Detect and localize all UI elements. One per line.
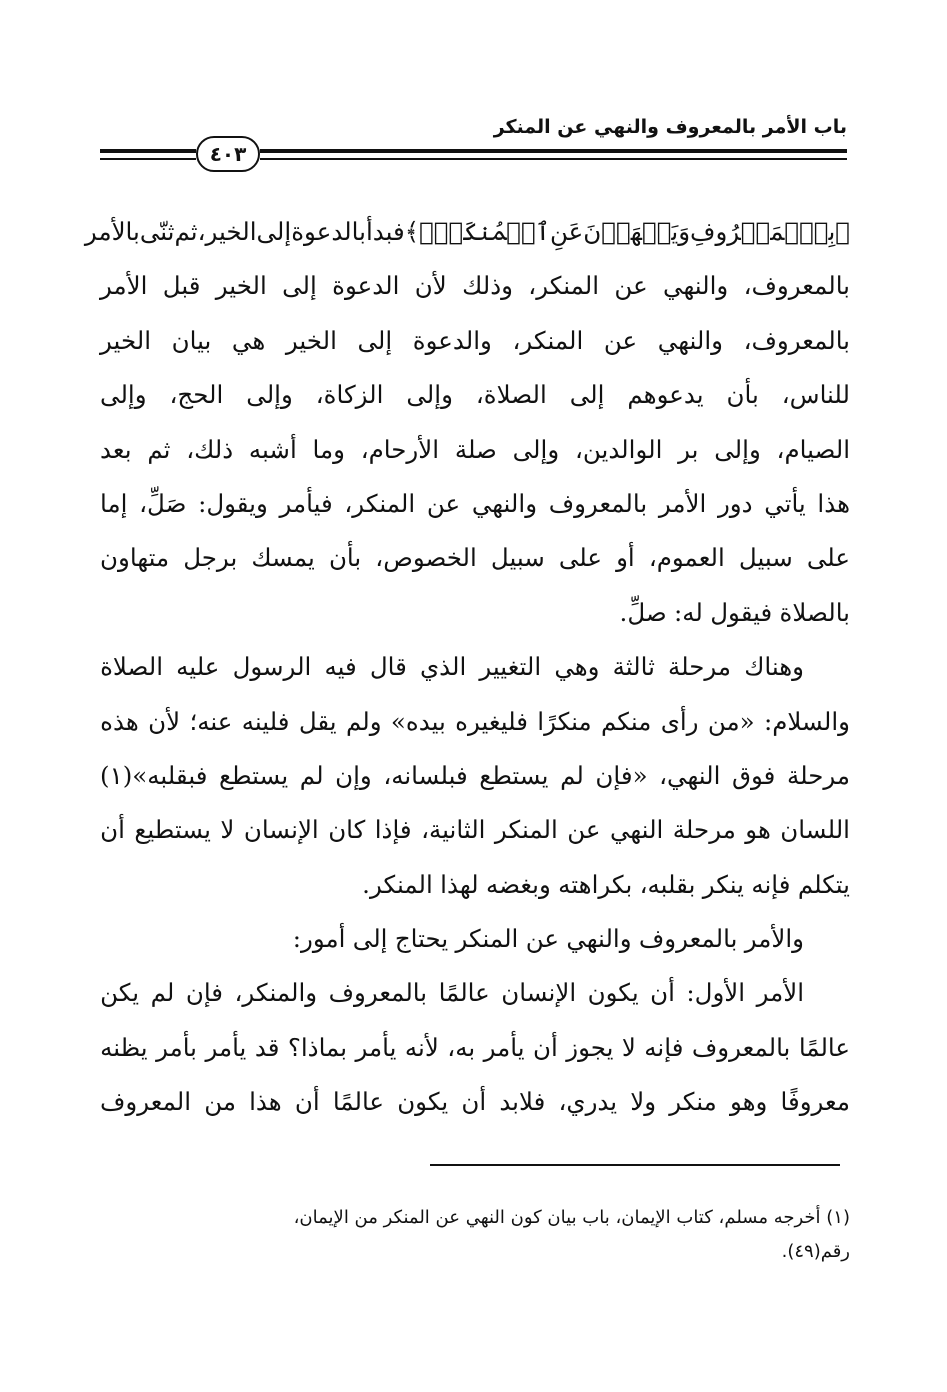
word: المنكر bbox=[494, 815, 558, 845]
word: عَنِ bbox=[550, 217, 584, 246]
word: يكون bbox=[397, 1087, 449, 1117]
footnote-line: رقم(٤٩). bbox=[781, 1241, 850, 1262]
word: منكرًا bbox=[537, 706, 592, 736]
word: معروفًا bbox=[780, 1087, 850, 1117]
word: وهي bbox=[554, 652, 600, 682]
word: العموم، bbox=[648, 543, 725, 573]
word: لأن bbox=[414, 271, 447, 301]
word: فليغيره bbox=[455, 706, 528, 736]
word: لأن bbox=[148, 706, 181, 736]
word: لا bbox=[621, 1032, 636, 1062]
word: فلابد bbox=[499, 1087, 546, 1117]
word: صلة bbox=[454, 434, 497, 464]
word: يحتاج bbox=[394, 924, 449, 954]
word: الأمر bbox=[100, 271, 148, 301]
word: الصلاة، bbox=[475, 380, 547, 410]
text-line bbox=[100, 749, 850, 803]
word: أو bbox=[616, 543, 635, 573]
word: لا bbox=[220, 815, 235, 845]
word: إلى bbox=[256, 217, 292, 246]
word: الخير bbox=[285, 325, 337, 355]
word: سبيل bbox=[490, 543, 545, 573]
word: الدعوة bbox=[332, 271, 400, 301]
word: دور bbox=[717, 488, 753, 518]
word: يتكلم bbox=[797, 869, 850, 899]
word: قبل bbox=[162, 271, 201, 301]
word: التغيير bbox=[479, 652, 542, 682]
word: إلى bbox=[282, 271, 317, 301]
word: الخير، bbox=[197, 217, 257, 246]
word: فبدأ bbox=[365, 217, 405, 246]
word: يأمر bbox=[483, 1032, 525, 1062]
word: كان bbox=[328, 815, 366, 845]
word: أشبه bbox=[248, 434, 297, 464]
word: ولا bbox=[630, 1087, 657, 1117]
word: والمنكر، bbox=[234, 978, 318, 1008]
word: بماذا؟ bbox=[287, 1032, 348, 1062]
word: وإلى bbox=[246, 380, 293, 410]
text-line bbox=[84, 205, 850, 259]
word: عالمًا bbox=[798, 1032, 850, 1062]
word: ثم bbox=[174, 217, 198, 246]
word: مرحلة bbox=[668, 652, 732, 682]
footnote bbox=[100, 1201, 850, 1269]
word: عن bbox=[603, 325, 638, 355]
header-rule-thick bbox=[260, 149, 847, 153]
header-rule-left-thin bbox=[100, 158, 196, 160]
word: والنهي bbox=[471, 488, 538, 518]
word: فإذا bbox=[374, 815, 412, 845]
word: النهي bbox=[609, 815, 664, 845]
word: بقلبه، bbox=[639, 869, 696, 899]
word: اللسان bbox=[780, 815, 850, 845]
word: وإلى bbox=[100, 380, 147, 410]
word: مرحلة bbox=[786, 760, 850, 790]
word: وَيَنۡهَوۡنَ bbox=[583, 217, 691, 246]
word: الأمر bbox=[658, 488, 707, 518]
word: ثالثة bbox=[612, 652, 655, 682]
word: الأول: bbox=[686, 978, 746, 1008]
footnote-line: (١) أخرجه مسلم، كتاب الإيمان، باب بيان كون النهي عن المنكر من الإيمان، bbox=[293, 1207, 850, 1228]
page-number: ٤٠٣ bbox=[196, 136, 260, 172]
text-line bbox=[100, 803, 850, 857]
word: فبقلبه»(١) bbox=[100, 760, 208, 790]
word: بالمعروف bbox=[638, 924, 738, 954]
word: بعد bbox=[100, 434, 132, 464]
word: إلى bbox=[569, 380, 605, 410]
word: له: bbox=[674, 597, 703, 627]
word: بأن bbox=[328, 543, 362, 573]
word: لم bbox=[150, 978, 175, 1008]
word: يستطع bbox=[479, 760, 549, 790]
word: الصلاة bbox=[100, 652, 164, 682]
word: بكراهته bbox=[558, 869, 633, 899]
word: بر bbox=[678, 434, 699, 464]
word: فوق bbox=[732, 760, 776, 790]
word: يأمر bbox=[355, 1032, 397, 1062]
word: لأنه bbox=[404, 1032, 439, 1062]
word: فيه bbox=[324, 652, 357, 682]
word: رأى bbox=[660, 706, 699, 736]
word: بيده» bbox=[390, 706, 446, 736]
text-line bbox=[100, 586, 850, 640]
word: وإلى bbox=[406, 380, 453, 410]
word: قد bbox=[254, 1032, 280, 1062]
text-line bbox=[100, 1075, 850, 1129]
text-line bbox=[100, 531, 850, 585]
word: الثانية، bbox=[421, 815, 486, 845]
word: بأن bbox=[726, 380, 759, 410]
body-text bbox=[84, 205, 850, 1130]
word: فبلسانه، bbox=[383, 760, 468, 790]
word: فيقول bbox=[710, 597, 773, 627]
word: يأمر bbox=[205, 1032, 247, 1062]
word: بيان bbox=[171, 325, 212, 355]
word: لهذا bbox=[440, 869, 479, 899]
word: إلى bbox=[357, 325, 393, 355]
word: بالأمر bbox=[84, 217, 140, 246]
word: متهاون bbox=[100, 543, 170, 573]
word: منكم bbox=[601, 706, 652, 736]
text-line bbox=[100, 477, 850, 531]
word: عليه bbox=[176, 652, 220, 682]
word: منكر bbox=[669, 1087, 717, 1117]
word: من bbox=[204, 1087, 236, 1117]
word: فإنه bbox=[751, 869, 791, 899]
text-line bbox=[100, 1021, 850, 1075]
word: والأمر bbox=[744, 924, 804, 954]
word: عالمًا bbox=[332, 1087, 385, 1117]
word: المنكر، bbox=[512, 325, 584, 355]
word: به، bbox=[447, 1032, 476, 1062]
header-rule-left-thick bbox=[100, 149, 196, 153]
word: هو bbox=[745, 815, 771, 845]
word: «فإن bbox=[595, 760, 648, 790]
word: يدري، bbox=[558, 1087, 618, 1117]
word: يجوز bbox=[566, 1032, 614, 1062]
word: وإن bbox=[335, 760, 372, 790]
word: الحج، bbox=[169, 380, 224, 410]
word: والسلام: bbox=[763, 706, 850, 736]
word: هذه bbox=[100, 706, 139, 736]
word: فلينه bbox=[241, 706, 290, 736]
word: ذلك، bbox=[186, 434, 234, 464]
word: المنكر bbox=[455, 924, 519, 954]
word: هذا bbox=[249, 1087, 282, 1117]
word: بالصلاة bbox=[779, 597, 850, 627]
word: وهناك bbox=[744, 652, 804, 682]
word: لم bbox=[560, 760, 584, 790]
word: ثنّى bbox=[139, 217, 175, 246]
word: المنكر. bbox=[362, 869, 433, 899]
word: بالمعروف، bbox=[743, 271, 850, 301]
word: الإنسان bbox=[501, 978, 577, 1008]
word: الخير bbox=[100, 325, 152, 355]
text-line bbox=[100, 966, 850, 1020]
word: عنه؛ bbox=[189, 706, 233, 736]
running-title: باب الأمر بالمعروف والنهي عن المنكر bbox=[493, 116, 847, 138]
word: يستطع bbox=[218, 760, 289, 790]
word: والدعوة bbox=[412, 325, 492, 355]
word: قال bbox=[369, 652, 407, 682]
word: صَلِّ، bbox=[139, 488, 187, 518]
word: أن bbox=[100, 815, 125, 845]
word: أن bbox=[461, 1087, 487, 1117]
word: يدعوهم bbox=[627, 380, 704, 410]
word: للناس، bbox=[781, 380, 850, 410]
word: عالمًا bbox=[438, 978, 490, 1008]
word: ولم bbox=[345, 706, 382, 736]
word: سبيل bbox=[738, 543, 793, 573]
text-line bbox=[100, 695, 850, 749]
word: «من bbox=[707, 706, 755, 736]
word: بالمعروف bbox=[328, 978, 428, 1008]
word: الرسول bbox=[232, 652, 312, 682]
word: على bbox=[806, 543, 850, 573]
word: ويقول: bbox=[198, 488, 268, 518]
word: الوالدين، bbox=[574, 434, 663, 464]
word: بالمعروف bbox=[548, 488, 648, 518]
word: الصيام، bbox=[776, 434, 850, 464]
word: المعروف bbox=[100, 1087, 192, 1117]
word: عن bbox=[614, 271, 648, 301]
word: برجل bbox=[183, 543, 238, 573]
word: والنهي bbox=[566, 924, 632, 954]
word: وإلى bbox=[714, 434, 761, 464]
word: ثم bbox=[147, 434, 171, 464]
word: يظنه bbox=[100, 1032, 148, 1062]
word: بالمعروف bbox=[691, 1032, 791, 1062]
word: يكن bbox=[100, 978, 140, 1008]
word: المنكر، bbox=[344, 488, 416, 518]
word: يمسك bbox=[251, 543, 315, 573]
text-line bbox=[100, 423, 850, 477]
word: فيأمر bbox=[279, 488, 333, 518]
word: والنهي bbox=[657, 325, 723, 355]
word: عن bbox=[426, 488, 461, 518]
word: وبغضه bbox=[485, 869, 551, 899]
word: الإنسان bbox=[243, 815, 319, 845]
word: والنهي bbox=[663, 271, 729, 301]
word: أمور: bbox=[292, 924, 346, 954]
word: وإلى bbox=[512, 434, 560, 464]
word: الذي bbox=[419, 652, 467, 682]
word: وما bbox=[312, 434, 345, 464]
text-line bbox=[100, 314, 850, 368]
word: يستطيع bbox=[134, 815, 211, 845]
word: يقل bbox=[298, 706, 337, 736]
word: على bbox=[558, 543, 603, 573]
word: يأتي bbox=[764, 488, 806, 518]
word: الخير bbox=[215, 271, 267, 301]
word: أن bbox=[294, 1087, 320, 1117]
word: وذلك bbox=[462, 271, 513, 301]
word: بأمر bbox=[156, 1032, 197, 1062]
text-line bbox=[100, 912, 850, 966]
word: مرحلة bbox=[672, 815, 736, 845]
word: لم bbox=[299, 760, 324, 790]
word: هذا bbox=[817, 488, 850, 518]
word: عن bbox=[567, 815, 601, 845]
text-line bbox=[100, 640, 850, 694]
word: فإنه bbox=[644, 1032, 684, 1062]
word: المنكر، bbox=[528, 271, 600, 301]
word: فإن bbox=[185, 978, 223, 1008]
word: هي bbox=[231, 325, 266, 355]
text-line bbox=[100, 858, 850, 912]
word: عن bbox=[525, 924, 559, 954]
word: النهي، bbox=[659, 760, 721, 790]
footnote-separator bbox=[430, 1164, 840, 1166]
word: ينكر bbox=[702, 869, 744, 899]
word: الزكاة، bbox=[315, 380, 384, 410]
text-line bbox=[100, 368, 850, 422]
word: إلى bbox=[352, 924, 388, 954]
word: أن bbox=[650, 978, 675, 1008]
word: إما bbox=[100, 488, 128, 518]
header-rule-thin bbox=[260, 158, 847, 160]
word: بالدعوة bbox=[291, 217, 366, 246]
word: الأمر bbox=[756, 978, 804, 1008]
text-line bbox=[100, 259, 850, 313]
word: ﴿بِٱلۡمَعۡرُوفِ bbox=[690, 217, 850, 246]
word: ٱلۡمُنكَرِۚ﴾ bbox=[404, 217, 551, 246]
word: وهو bbox=[729, 1087, 768, 1117]
word: أن bbox=[533, 1032, 558, 1062]
word: يكون bbox=[587, 978, 639, 1008]
word: بالمعروف، bbox=[743, 325, 850, 355]
word: الأرحام، bbox=[360, 434, 440, 464]
word: الخصوص، bbox=[375, 543, 477, 573]
word: صلِّ. bbox=[619, 597, 667, 627]
